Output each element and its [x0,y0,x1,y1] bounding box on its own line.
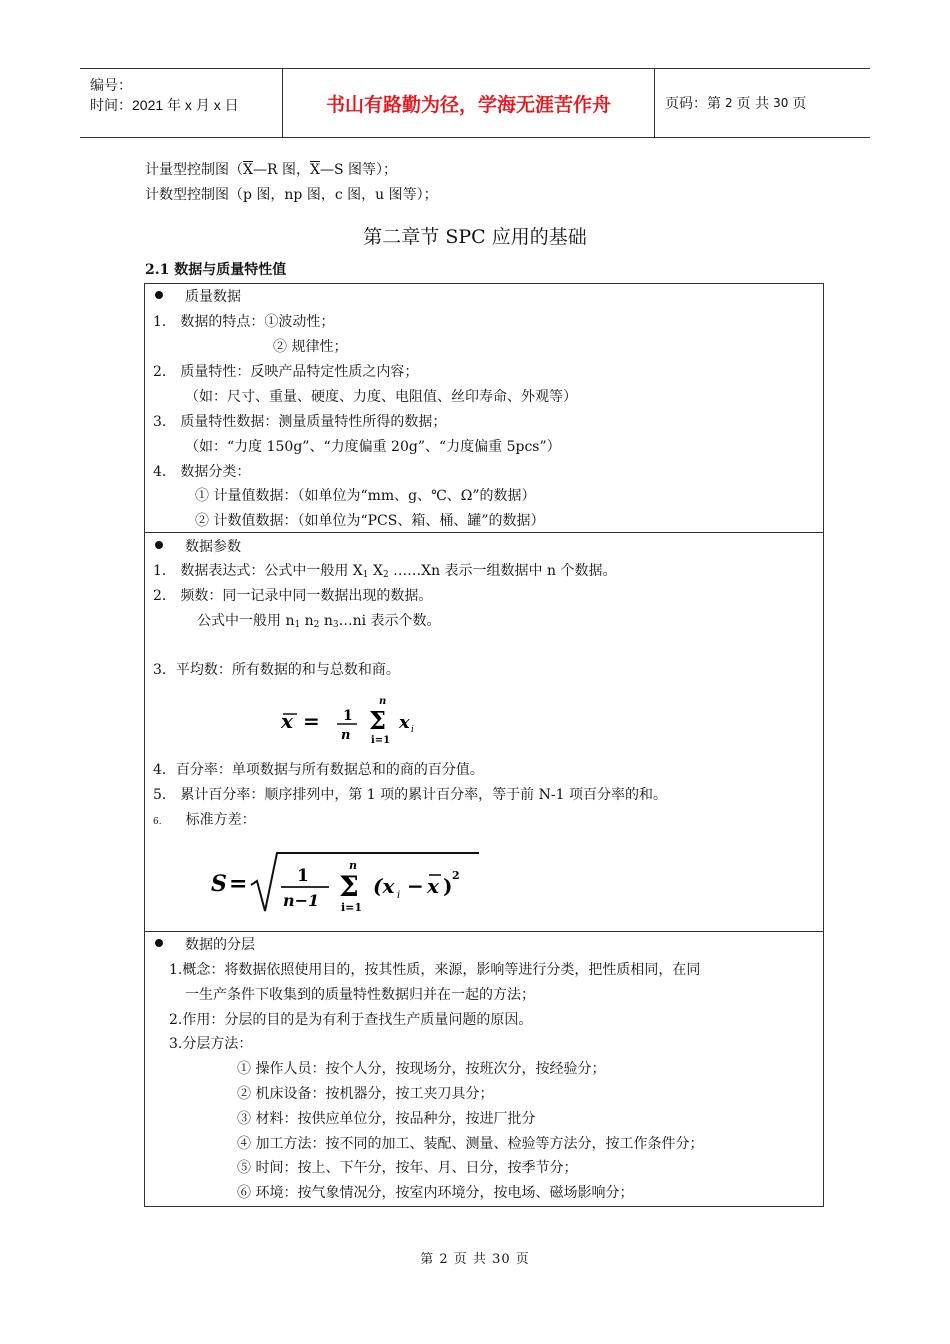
box-heading [155,537,241,557]
term-open: (x [373,874,395,898]
list-item [197,611,441,635]
intro-variable-chart [145,160,397,180]
list-item: 2.作用：分层的目的是为有利于查找生产质量问题的原因。 [169,1012,533,1028]
formula-lhs: x [281,709,293,733]
term-minus: − [407,874,424,898]
box-heading [155,287,241,307]
header-meta [90,75,239,115]
formula-num: 1 [343,708,353,724]
formula-den: n−1 [283,891,320,910]
footer-suffix: 页 [515,1252,530,1267]
text: n [300,613,314,629]
list-item: ① 计量值数据：（如单位为“mm、g、℃、Ω”的数据） [195,488,536,504]
quality-data-box [144,283,824,533]
box-heading [155,935,255,955]
subscript: 2 [313,620,320,630]
std-dev-formula [207,843,497,923]
list-item [153,561,616,585]
heading-text: 数据参数 [185,539,241,555]
section-title: 2.1 数据与质量特性值 [145,262,287,278]
sum-sign: Σ [369,706,386,735]
intro-text: 计量型控制图（ [145,162,243,178]
list-item: 4．百分率：单项数据与所有数据总和的商的百分值。 [153,762,484,778]
document-header [80,68,870,138]
text: X [368,563,383,579]
list-item: 1.概念：将数据依照使用目的，按其性质，来源，影响等进行分类，把性质相同，在同 [169,962,701,978]
page-suffix: 页 [792,96,807,112]
doc-time: 时间：2021 年 x 月 x 日 [90,97,239,113]
text: 公式中一般用 n [197,613,295,629]
text: ……Xn 表示一组数据中 n 个数据。 [388,563,617,579]
formula-eq: = [229,871,248,897]
page-number: 2 [725,96,733,110]
term-close: ) [443,874,453,898]
mean-formula [275,693,455,753]
text: 标准方差： [185,812,256,828]
header-divider [654,69,655,137]
header-page-info [665,69,806,137]
footer-page-number: 2 [439,1252,449,1267]
subscript: 1 [362,570,369,580]
list-item: 2． 频数：同一记录中同一数据出现的数据。 [153,588,433,604]
term-subscript: i [411,725,414,735]
sum-upper: n [349,859,357,872]
list-item: 3．平均数：所有数据的和与总数和商。 [153,662,400,678]
list-item: （如：尺寸、重量、硬度、力度、电阻值、丝印寿命、外观等） [185,389,577,405]
list-item [153,810,256,832]
header-motto: 书山有路勤为径，学海无涯苦作舟 [325,93,611,116]
sum-upper: n [379,696,387,707]
list-item: ② 规律性； [273,339,348,355]
bullet-icon [155,541,163,549]
sum-sign: Σ [339,870,359,903]
term-xbar: x [427,874,439,898]
intro-attribute-chart: 计数型控制图（p 图，np 图，c 图，u 图等）； [145,187,438,203]
formula-den: n [341,728,351,743]
list-item: 4． 数据分类： [153,464,251,480]
chapter-title: 第二章节 SPC 应用的基础 [363,226,587,248]
page-mid: 页 共 [736,96,770,112]
heading-text: 质量数据 [185,289,241,305]
footer-page-total: 30 [492,1252,511,1267]
subscript: 2 [382,570,389,580]
footer-prefix: 第 [420,1252,435,1267]
list-item: 3． 质量特性数据：测量质量特性所得的数据； [153,414,447,430]
sum-lower: i=1 [371,735,391,746]
text: 1． 数据表达式：公式中一般用 X [153,563,363,579]
page-total: 30 [773,96,789,110]
formula-term: x [399,712,410,733]
list-item: （如：“力度 150g”、“力度偏重 20g”、“力度偏重 5pcs”） [185,439,561,455]
sum-lower: i=1 [341,901,363,914]
bullet-icon [155,939,163,947]
xbar-symbol: $\overline{X}$ [243,162,253,178]
list-item: ② 计数值数据：（如单位为“PCS、箱、桶、罐”的数据） [195,513,545,529]
doc-number-label: 编号： [90,77,132,93]
intro-text: —S 图等）； [319,162,397,178]
intro-text: —R 图， [252,162,310,178]
method-item: ① 操作人员：按个人分，按现场分，按班次分，按经验分； [237,1061,606,1077]
data-parameters-box [144,532,824,932]
method-item: ③ 材料：按供应单位分，按品种分，按进厂批分 [237,1111,536,1127]
list-item: 2． 质量特性：反映产品特定性质之内容； [153,364,419,380]
text: n [319,613,333,629]
term-subscript: i [397,890,401,901]
list-item: 3.分层方法： [169,1036,253,1052]
method-item: ⑤ 时间：按上、下午分，按年、月、日分，按季节分； [237,1160,578,1176]
formula-lhs: S [211,871,227,897]
term-power: 2 [452,869,460,882]
list-item: 一生产条件下收集到的质量特性数据归并在一起的方法； [185,987,535,1003]
subscript: 1 [294,620,301,630]
bullet-icon [155,291,163,299]
xbar-symbol: $\overline{X}$ [309,162,320,178]
data-stratification-box [144,931,824,1207]
footer-mid: 页 共 [453,1252,487,1267]
list-item: 5． 累计百分率：顺序排列中，第 1 项的累计百分率，等于前 N-1 项百分率的和。 [153,787,667,803]
list-item: 1． 数据的特点：①波动性； [153,314,335,330]
method-item: ② 机床设备：按机器分，按工夹刀具分； [237,1086,494,1102]
subscript: 3 [332,620,339,630]
item-number: 6. [153,817,162,827]
page-footer [0,1248,950,1267]
formula-num: 1 [297,866,309,886]
page-prefix: 页码：第 [665,96,721,112]
text: …ni 表示个数。 [338,613,441,629]
method-item: ④ 加工方法：按不同的加工、装配、测量、检验等方法分，按工作条件分； [237,1136,704,1152]
method-item: ⑥ 环境：按气象情况分，按室内环境分，按电场、磁场影响分； [237,1185,634,1201]
heading-text: 数据的分层 [185,937,255,953]
formula-eq: = [303,709,320,733]
